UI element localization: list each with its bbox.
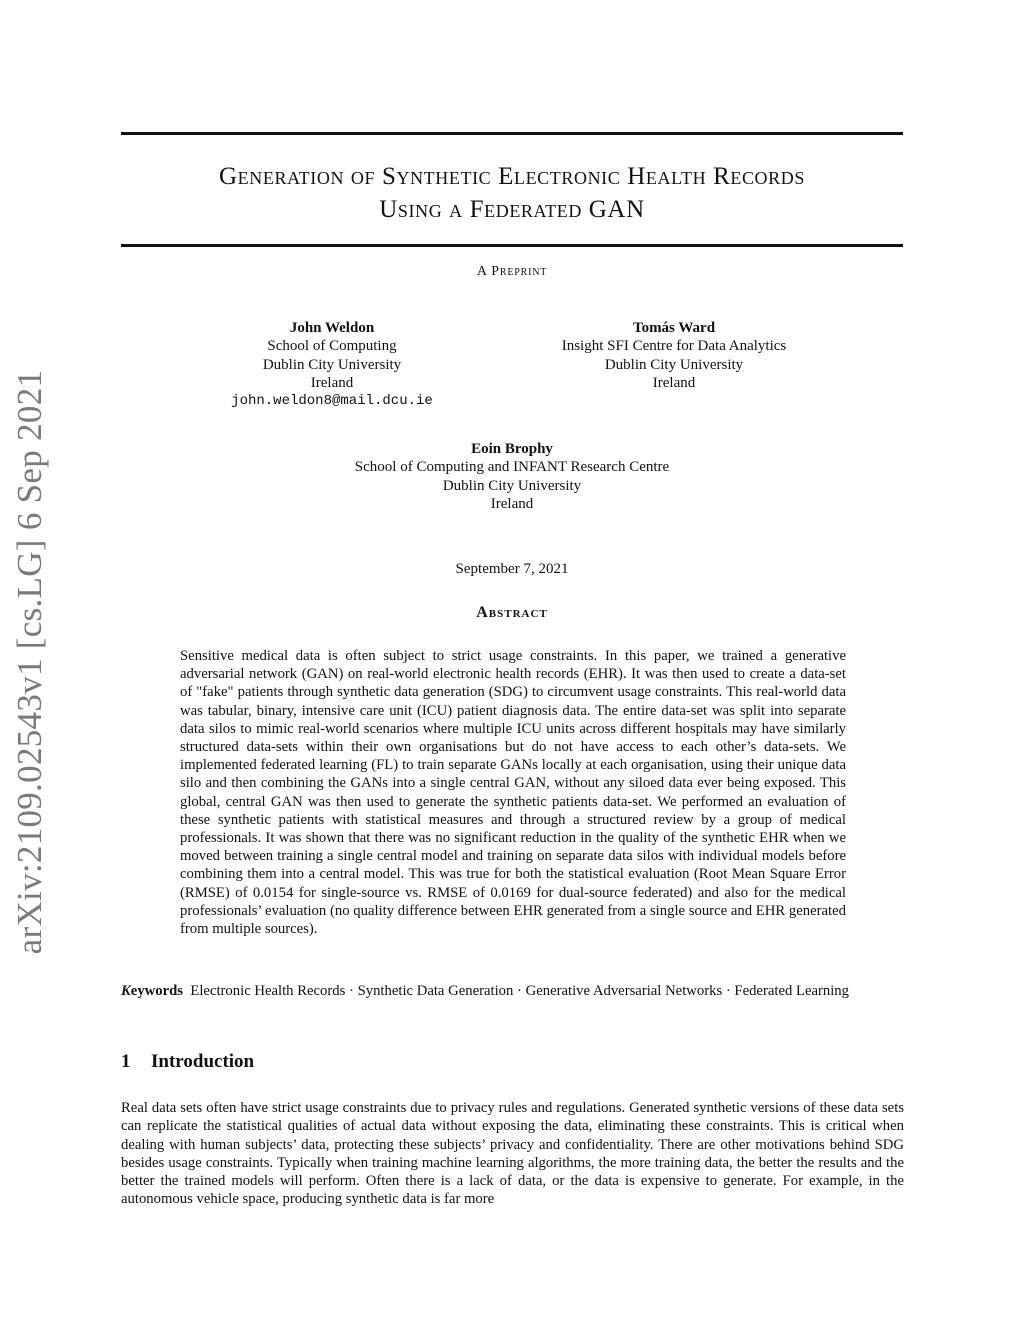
author-name: Eoin Brophy — [471, 441, 553, 457]
arxiv-identifier: arXiv:2109.02543v1 [cs.LG] 6 Sep 2021 — [10, 369, 49, 955]
introduction-paragraph: Real data sets often have strict usage constraints due to privacy rules and regulations. Generated synthetic versions of these data sets can replicate the statistical qualities of actual data without exposing the data, eliminating these constraints. This is critical when dealing with human subjects’ data, protecting these subjects’ privacy and confidentiality. There are other motivations behind SDG besides usage constraints. Typically when training machine learning algorithms, the more training data, the better the results and the better the trained models will perform. Often there is a lack of data, or the data is expensive to generate. For example, in the autonomous vehicle space, producing synthetic data is far more — [121, 1100, 904, 1208]
publication-date: September 7, 2021 — [455, 561, 569, 577]
author-affiliation: Dublin City University — [262, 356, 402, 373]
author-block-ward — [520, 319, 828, 392]
author-affiliation: Insight SFI Centre for Data Analytics — [561, 338, 787, 355]
section-number: 1 — [121, 1051, 131, 1072]
keywords-list: Electronic Health Records · Synthetic Data Generation · Generative Adversarial Networks · Federated Learning — [190, 983, 849, 999]
title-line-2: Using a Federated GAN — [379, 196, 645, 223]
arxiv-side-stamp — [0, 367, 60, 957]
abstract-heading: Abstract — [476, 604, 548, 621]
author-email: john.weldon8@mail.dcu.ie — [231, 393, 433, 410]
keywords-label-rest: eywords — [130, 983, 184, 999]
author-name: Tomás Ward — [632, 320, 716, 336]
title-rule-top — [121, 132, 903, 135]
author-affiliation: Ireland — [310, 374, 354, 391]
title-rule-bottom — [121, 244, 903, 247]
abstract-body: Sensitive medical data is often subject to strict usage constraints. In this paper, we trained a generative adversarial network (GAN) on real-world electronic health records (EHR). It was then used to create a data-set of "fake" patients through synthetic data generation (SDG) to circumvent usage constraints. This real-world data was tabular, binary, intensive care unit (ICU) patient diagnosis data. The entire data-set was split into separate data silos to mimic real-world scenarios where multiple ICU units across different hospitals may have similarly structured data-sets within their own organisations but do not have access to each other’s data-sets. We implemented federated learning (FL) to train separate GANs locally at each organisation, using their unique data silo and then combining the GANs into a single central GAN, without any siloed data ever being exposed. This global, central GAN was then used to generate the synthetic patients data-set. We performed an evaluation of these synthetic patients with statistical measures and through a structured review by a group of medical professionals. It was shown that there was no significant reduction in the quality of the synthetic EHR when we moved between training a single central model and training on separate data silos with individual models before combining them into a central model. This was true for both the statistical evaluation (Root Mean Square Error (RMSE) of 0.0154 for single-source vs. RMSE of 0.0169 for dual-source federated) and also for the medical professionals’ evaluation (no quality difference between EHR generated from a single source and EHR generated from multiple sources). — [180, 648, 846, 938]
author-affiliation: Dublin City University — [604, 356, 744, 373]
author-block-brophy — [300, 440, 724, 513]
author-affiliation: School of Computing and INFANT Research Centre — [354, 459, 670, 476]
section-title: Introduction — [151, 1051, 255, 1072]
author-affiliation: School of Computing — [267, 338, 397, 355]
preprint-label: A Preprint — [476, 264, 548, 279]
author-affiliation: Ireland — [652, 374, 696, 391]
author-affiliation: Ireland — [490, 495, 534, 512]
author-block-weldon — [203, 319, 461, 410]
author-name: John Weldon — [289, 320, 375, 336]
paper-title — [121, 160, 903, 226]
section-heading-introduction — [121, 1051, 254, 1073]
keywords-label-initial: K — [121, 983, 131, 999]
keywords — [121, 982, 903, 1000]
title-line-1: Generation of Synthetic Electronic Health Records — [219, 163, 805, 190]
author-affiliation: Dublin City University — [442, 477, 582, 494]
keywords-label — [121, 983, 183, 999]
